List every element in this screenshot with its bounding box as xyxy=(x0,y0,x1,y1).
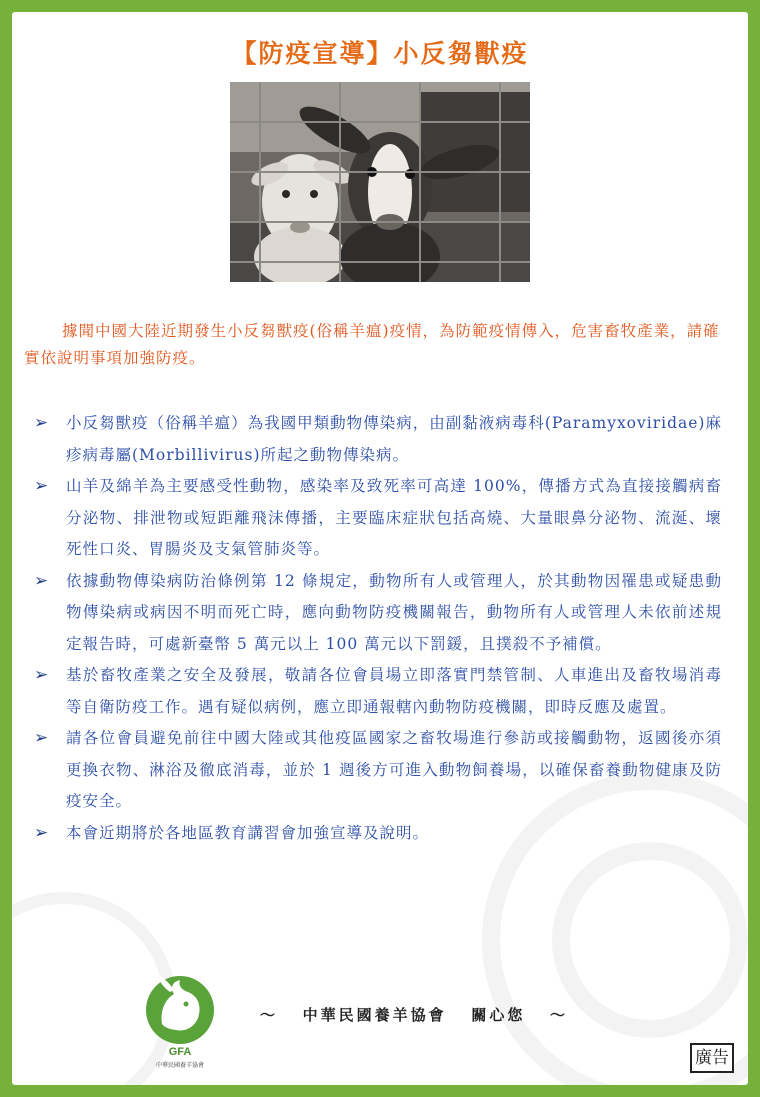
list-item xyxy=(30,723,722,818)
bullet-list xyxy=(30,408,722,849)
page-title: 【防疫宣導】小反芻獸疫 xyxy=(231,39,529,68)
logo-abbreviation: GFA xyxy=(168,1046,192,1058)
list-item-text: 基於畜牧產業之安全及發展，敬請各位會員場立即落實門禁管制、人車進出及畜牧場消毒等自衛防疫工作。遇有疑似病例，應立即通報轄內動物防疫機關，即時反應及處置。 xyxy=(66,666,722,716)
arrow-bullet-icon: ➢ xyxy=(34,665,50,685)
intro-paragraph: 據聞中國大陸近期發生小反芻獸疫(俗稱羊瘟)疫情，為防範疫情傳入，危害畜牧產業，請確實依說明事項加強防疫。 xyxy=(24,322,720,367)
signoff-line: ～ 中華民國養羊協會 關心您 ～ xyxy=(260,1006,569,1024)
list-item xyxy=(30,660,722,723)
goats-photo xyxy=(230,82,530,282)
list-item xyxy=(30,471,722,566)
arrow-bullet-icon: ➢ xyxy=(34,822,50,843)
goats-illustration xyxy=(230,82,530,282)
goat-logo-icon xyxy=(140,972,220,1046)
decorative-swirl xyxy=(552,842,748,1038)
list-item-text: 依據動物傳染病防治條例第 12 條規定，動物所有人或管理人，於其動物因罹患或疑患動物傳染病或病因不明而死亡時，應向動物防疫機關報告，動物所有人或管理人未依前述規定報告時，可處新臺幣 5 萬元以上 100 萬元以下罰鍰，且撲殺不予補償。 xyxy=(66,571,722,653)
list-item xyxy=(30,566,722,661)
list-item-text: 小反芻獸疫（俗稱羊瘟）為我國甲類動物傳染病，由副黏液病毒科(Paramyxoviridae)麻疹病毒屬(Morbillivirus)所起之動物傳染病。 xyxy=(66,414,722,464)
arrow-bullet-icon: ➢ xyxy=(34,728,50,748)
list-item xyxy=(30,408,722,471)
arrow-bullet-icon: ➢ xyxy=(34,413,50,433)
arrow-bullet-icon: ➢ xyxy=(34,570,50,591)
advertisement-badge: 廣告 xyxy=(690,1043,734,1073)
list-item-text: 本會近期將於各地區教育講習會加強宣導及說明。 xyxy=(66,823,430,842)
list-item xyxy=(30,818,722,850)
list-item-text: 請各位會員避免前往中國大陸或其他疫區國家之畜牧場進行參訪或接觸動物，返國後亦須更換衣物、淋浴及徹底消毒，並於 1 週後方可進入動物飼養場，以確保畜養動物健康及防疫安全。 xyxy=(66,729,722,810)
poster-panel xyxy=(12,12,748,1085)
list-item-text: 山羊及綿羊為主要感受性動物，感染率及致死率可高達 100%，傳播方式為直接接觸病畜分泌物、排泄物或短距離飛沫傳播，主要臨床症狀包括高燒、大量眼鼻分泌物、流涎、壞死性口炎、胃腸炎及支氣管肺炎等。 xyxy=(66,477,722,558)
logo-subtitle: 中華民國養羊協會 xyxy=(155,1062,204,1069)
arrow-bullet-icon: ➢ xyxy=(34,476,50,496)
association-logo xyxy=(140,972,220,1072)
